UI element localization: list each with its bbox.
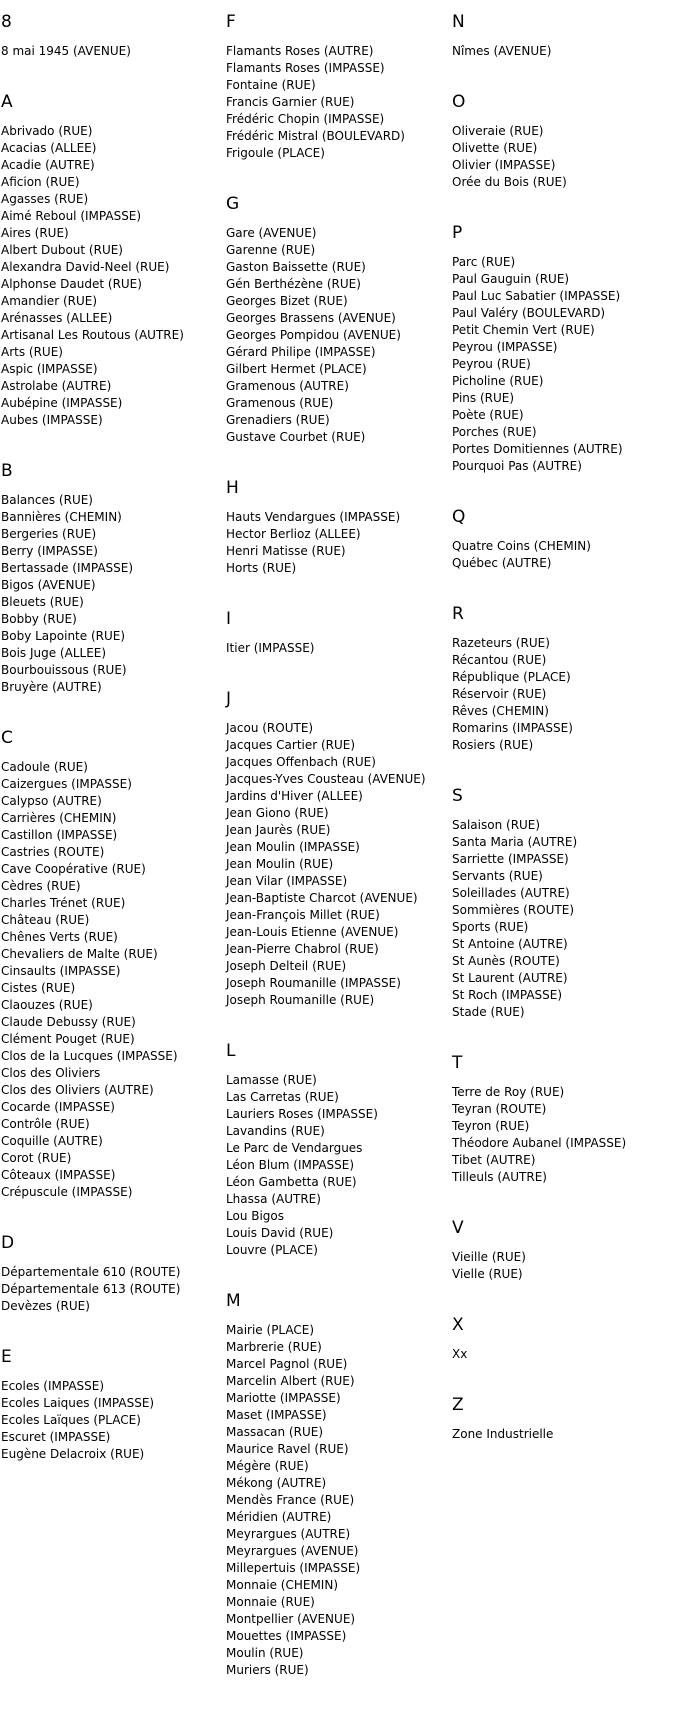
letter-section bbox=[226, 607, 450, 657]
street-entry: Château (RUE) bbox=[1, 913, 90, 927]
street-entry: Gaston Baissette (RUE) bbox=[226, 260, 366, 274]
street-entry: Jacou (ROUTE) bbox=[226, 721, 314, 735]
letter-heading: D bbox=[1, 1233, 15, 1253]
street-entry: Gén Berthézène (RUE) bbox=[226, 277, 361, 291]
street-entry: Jacques Cartier (RUE) bbox=[226, 738, 356, 752]
street-list bbox=[452, 1426, 675, 1443]
street-list bbox=[452, 254, 675, 475]
street-entry: Moulin (RUE) bbox=[226, 1646, 304, 1660]
street-entry: Arts (RUE) bbox=[1, 345, 63, 359]
street-entry: Terre de Roy (RUE) bbox=[452, 1085, 565, 1099]
street-entry: Las Carretas (RUE) bbox=[226, 1090, 339, 1104]
street-entry: Grenadiers (RUE) bbox=[226, 413, 330, 427]
street-entry: Gilbert Hermet (PLACE) bbox=[226, 362, 367, 376]
street-entry: Horts (RUE) bbox=[226, 561, 297, 575]
street-entry: Francis Garnier (RUE) bbox=[226, 95, 355, 109]
street-entry: Lou Bigos bbox=[226, 1209, 285, 1223]
letter-section bbox=[452, 90, 675, 191]
street-entry: Servants (RUE) bbox=[452, 869, 543, 883]
street-entry: Bourbouissous (RUE) bbox=[1, 663, 127, 677]
street-entry: St Laurent (AUTRE) bbox=[452, 971, 568, 985]
street-entry: Méridien (AUTRE) bbox=[226, 1510, 332, 1524]
street-entry: St Roch (IMPASSE) bbox=[452, 988, 563, 1002]
street-entry: Castries (ROUTE) bbox=[1, 845, 105, 859]
street-entry: Vieille (RUE) bbox=[452, 1250, 526, 1264]
street-entry: Cèdres (RUE) bbox=[1, 879, 81, 893]
letter-heading: Z bbox=[452, 1395, 464, 1415]
street-entry: Acadie (AUTRE) bbox=[1, 158, 95, 172]
street-list bbox=[226, 1072, 450, 1259]
letter-section bbox=[1, 726, 225, 1201]
street-entry: Teyran (ROUTE) bbox=[452, 1102, 547, 1116]
street-entry: Razeteurs (RUE) bbox=[452, 636, 550, 650]
street-entry: Parc (RUE) bbox=[452, 255, 516, 269]
street-entry: Rosiers (RUE) bbox=[452, 738, 534, 752]
street-entry: République (PLACE) bbox=[452, 670, 571, 684]
street-entry: Récantou (RUE) bbox=[452, 653, 547, 667]
street-list bbox=[1, 1378, 225, 1463]
street-entry: Gérard Philipe (IMPASSE) bbox=[226, 345, 376, 359]
letter-heading: V bbox=[452, 1218, 464, 1238]
street-entry: Cinsaults (IMPASSE) bbox=[1, 964, 121, 978]
street-entry: Agasses (RUE) bbox=[1, 192, 89, 206]
street-entry: Jean-Pierre Chabrol (RUE) bbox=[226, 942, 379, 956]
street-entry: Stade (RUE) bbox=[452, 1005, 525, 1019]
street-entry: Marbrerie (RUE) bbox=[226, 1340, 322, 1354]
letter-section bbox=[452, 221, 675, 475]
street-entry: Léon Gambetta (RUE) bbox=[226, 1175, 357, 1189]
street-entry: Itier (IMPASSE) bbox=[226, 641, 315, 655]
street-list bbox=[452, 123, 675, 191]
street-entry: Bertassade (IMPASSE) bbox=[1, 561, 134, 575]
letter-heading: Q bbox=[452, 507, 466, 527]
letter-heading: X bbox=[452, 1315, 464, 1335]
street-entry: Montpellier (AVENUE) bbox=[226, 1612, 356, 1626]
street-entry: Joseph Roumanille (IMPASSE) bbox=[226, 976, 401, 990]
street-entry: Peyrou (RUE) bbox=[452, 357, 531, 371]
letter-heading: S bbox=[452, 786, 463, 806]
street-entry: Astrolabe (AUTRE) bbox=[1, 379, 112, 393]
street-entry: St Aunès (ROUTE) bbox=[452, 954, 560, 968]
letter-heading: B bbox=[1, 461, 13, 481]
letter-heading: O bbox=[452, 92, 466, 112]
street-entry: Gramenous (RUE) bbox=[226, 396, 334, 410]
street-entry: Santa Maria (AUTRE) bbox=[452, 835, 578, 849]
street-entry: Pourquoi Pas (AUTRE) bbox=[452, 459, 582, 473]
street-entry: Louis David (RUE) bbox=[226, 1226, 334, 1240]
letter-heading: L bbox=[226, 1041, 236, 1061]
street-list bbox=[226, 509, 450, 577]
street-entry: Maurice Ravel (RUE) bbox=[226, 1442, 349, 1456]
street-entry: Orée du Bois (RUE) bbox=[452, 175, 567, 189]
street-entry: Cocarde (IMPASSE) bbox=[1, 1100, 115, 1114]
street-entry: Nîmes (AVENUE) bbox=[452, 44, 552, 58]
street-list bbox=[452, 1249, 675, 1283]
street-entry: Monnaie (RUE) bbox=[226, 1595, 315, 1609]
street-entry: Sarriette (IMPASSE) bbox=[452, 852, 569, 866]
street-list bbox=[1, 492, 225, 696]
street-entry: Castillon (IMPASSE) bbox=[1, 828, 118, 842]
street-entry: Gare (AVENUE) bbox=[226, 226, 317, 240]
letter-heading: J bbox=[226, 689, 232, 709]
street-entry: Amandier (RUE) bbox=[1, 294, 98, 308]
street-list bbox=[452, 635, 675, 754]
street-entry: Paul Luc Sabatier (IMPASSE) bbox=[452, 289, 621, 303]
letter-section bbox=[1, 90, 225, 429]
street-entry: Garenne (RUE) bbox=[226, 243, 316, 257]
street-list bbox=[226, 225, 450, 446]
street-entry: Acacias (ALLEE) bbox=[1, 141, 97, 155]
street-entry: Contrôle (RUE) bbox=[1, 1117, 90, 1131]
street-entry: Pins (RUE) bbox=[452, 391, 515, 405]
street-entry: Claude Debussy (RUE) bbox=[1, 1015, 136, 1029]
street-entry: Clément Pouget (RUE) bbox=[1, 1032, 135, 1046]
street-entry: Cadoule (RUE) bbox=[1, 760, 88, 774]
street-entry: Henri Matisse (RUE) bbox=[226, 544, 346, 558]
street-entry: Bruyère (AUTRE) bbox=[1, 680, 102, 694]
street-entry: Cistes (RUE) bbox=[1, 981, 76, 995]
index-column bbox=[450, 10, 675, 1473]
street-list bbox=[452, 43, 675, 60]
letter-heading: T bbox=[452, 1053, 463, 1073]
street-entry: Frigoule (PLACE) bbox=[226, 146, 325, 160]
street-entry: Crépuscule (IMPASSE) bbox=[1, 1185, 133, 1199]
street-entry: Mouettes (IMPASSE) bbox=[226, 1629, 347, 1643]
street-entry: Sommières (ROUTE) bbox=[452, 903, 575, 917]
street-entry: Berry (IMPASSE) bbox=[1, 544, 98, 558]
street-entry: Lauriers Roses (IMPASSE) bbox=[226, 1107, 378, 1121]
street-entry: Muriers (RUE) bbox=[226, 1663, 309, 1677]
letter-heading: E bbox=[1, 1347, 12, 1367]
letter-section bbox=[452, 1051, 675, 1186]
street-entry: Frédéric Mistral (BOULEVARD) bbox=[226, 129, 405, 143]
street-entry: Artisanal Les Routous (AUTRE) bbox=[1, 328, 184, 342]
street-entry: Jean-Baptiste Charcot (AVENUE) bbox=[226, 891, 418, 905]
letter-section bbox=[452, 505, 675, 572]
street-list bbox=[452, 538, 675, 572]
street-entry: Charles Trénet (RUE) bbox=[1, 896, 126, 910]
street-list bbox=[226, 1322, 450, 1679]
street-entry: Claouzes (RUE) bbox=[1, 998, 93, 1012]
street-entry: Albert Dubout (RUE) bbox=[1, 243, 123, 257]
street-entry: Jean Moulin (IMPASSE) bbox=[226, 840, 360, 854]
street-entry: Réservoir (RUE) bbox=[452, 687, 547, 701]
street-entry: Zone Industrielle bbox=[452, 1427, 554, 1441]
street-entry: Mariotte (IMPASSE) bbox=[226, 1391, 341, 1405]
street-list bbox=[1, 123, 225, 429]
street-entry: Gustave Courbet (RUE) bbox=[226, 430, 366, 444]
street-entry: Calypso (AUTRE) bbox=[1, 794, 102, 808]
street-entry: Québec (AUTRE) bbox=[452, 556, 552, 570]
street-entry: Jean Giono (RUE) bbox=[226, 806, 329, 820]
street-entry: Flamants Roses (AUTRE) bbox=[226, 44, 374, 58]
street-entry: Le Parc de Vendargues bbox=[226, 1141, 363, 1155]
street-list bbox=[226, 720, 450, 1009]
street-entry: Joseph Roumanille (RUE) bbox=[226, 993, 375, 1007]
street-entry: Georges Brassens (AVENUE) bbox=[226, 311, 396, 325]
street-entry: Aimé Reboul (IMPASSE) bbox=[1, 209, 142, 223]
letter-heading: H bbox=[226, 478, 239, 498]
street-entry: Lamasse (RUE) bbox=[226, 1073, 317, 1087]
street-entry: Boby Lapointe (RUE) bbox=[1, 629, 126, 643]
street-entry: Jean-François Millet (RUE) bbox=[226, 908, 380, 922]
letter-heading: I bbox=[226, 609, 232, 629]
letter-section bbox=[452, 784, 675, 1021]
street-entry: Théodore Aubanel (IMPASSE) bbox=[452, 1136, 627, 1150]
street-entry: Caizergues (IMPASSE) bbox=[1, 777, 132, 791]
street-entry: Ecoles Laïques (PLACE) bbox=[1, 1413, 141, 1427]
street-entry: Ecoles (IMPASSE) bbox=[1, 1379, 105, 1393]
street-entry: Bannières (CHEMIN) bbox=[1, 510, 122, 524]
letter-section bbox=[452, 602, 675, 754]
street-entry: Picholine (RUE) bbox=[452, 374, 544, 388]
street-entry: Jardins d'Hiver (ALLEE) bbox=[226, 789, 363, 803]
street-entry: Abrivado (RUE) bbox=[1, 124, 93, 138]
street-entry: Mékong (AUTRE) bbox=[226, 1476, 327, 1490]
street-entry: Chênes Verts (RUE) bbox=[1, 930, 118, 944]
street-entry: Devèzes (RUE) bbox=[1, 1299, 90, 1313]
street-entry: Alphonse Daudet (RUE) bbox=[1, 277, 142, 291]
street-entry: Peyrou (IMPASSE) bbox=[452, 340, 558, 354]
street-entry: Sports (RUE) bbox=[452, 920, 529, 934]
letter-section bbox=[1, 10, 225, 60]
street-entry: Bergeries (RUE) bbox=[1, 527, 97, 541]
street-entry: Eugène Delacroix (RUE) bbox=[1, 1447, 145, 1461]
street-entry: Paul Gauguin (RUE) bbox=[452, 272, 570, 286]
street-entry: 8 mai 1945 (AVENUE) bbox=[1, 44, 131, 58]
street-entry: Départementale 613 (ROUTE) bbox=[1, 1282, 181, 1296]
street-entry: Cave Coopérative (RUE) bbox=[1, 862, 146, 876]
street-entry: Soleillades (AUTRE) bbox=[452, 886, 570, 900]
street-entry: Rêves (CHEMIN) bbox=[452, 704, 549, 718]
street-entry: Chevaliers de Malte (RUE) bbox=[1, 947, 158, 961]
street-entry: Clos des Oliviers bbox=[1, 1066, 101, 1080]
street-entry: Frédéric Chopin (IMPASSE) bbox=[226, 112, 385, 126]
street-entry: Jacques Offenbach (RUE) bbox=[226, 755, 376, 769]
letter-section bbox=[452, 10, 675, 60]
street-entry: Lavandins (RUE) bbox=[226, 1124, 325, 1138]
street-entry: Aubes (IMPASSE) bbox=[1, 413, 103, 427]
letter-heading: N bbox=[452, 12, 465, 32]
letter-heading: P bbox=[452, 223, 463, 243]
street-entry: Marcel Pagnol (RUE) bbox=[226, 1357, 348, 1371]
street-entry: Olivier (IMPASSE) bbox=[452, 158, 556, 172]
street-entry: Côteaux (IMPASSE) bbox=[1, 1168, 116, 1182]
street-entry: Arénasses (ALLEE) bbox=[1, 311, 113, 325]
street-entry: Massacan (RUE) bbox=[226, 1425, 324, 1439]
street-entry: Ecoles Laiques (IMPASSE) bbox=[1, 1396, 155, 1410]
letter-heading: C bbox=[1, 728, 13, 748]
street-entry: Georges Bizet (RUE) bbox=[226, 294, 348, 308]
index-column bbox=[225, 10, 450, 1709]
letter-section bbox=[226, 1039, 450, 1259]
letter-section bbox=[452, 1393, 675, 1443]
street-entry: Salaison (RUE) bbox=[452, 818, 541, 832]
street-entry: Balances (RUE) bbox=[1, 493, 93, 507]
street-entry: Petit Chemin Vert (RUE) bbox=[452, 323, 595, 337]
street-entry: Bigos (AVENUE) bbox=[1, 578, 96, 592]
street-entry: Jean Jaurès (RUE) bbox=[226, 823, 331, 837]
street-entry: Vielle (RUE) bbox=[452, 1267, 523, 1281]
street-entry: Aubépine (IMPASSE) bbox=[1, 396, 123, 410]
street-entry: Jacques-Yves Cousteau (AVENUE) bbox=[226, 772, 426, 786]
street-entry: Poète (RUE) bbox=[452, 408, 524, 422]
street-entry: Mégère (RUE) bbox=[226, 1459, 309, 1473]
street-entry: Aspic (IMPASSE) bbox=[1, 362, 98, 376]
letter-section bbox=[226, 687, 450, 1009]
letter-heading: 8 bbox=[1, 12, 12, 32]
street-entry: Départementale 610 (ROUTE) bbox=[1, 1265, 181, 1279]
street-list bbox=[226, 640, 450, 657]
street-entry: Xx bbox=[452, 1347, 468, 1361]
street-entry: Coquille (AUTRE) bbox=[1, 1134, 103, 1148]
letter-heading: A bbox=[1, 92, 13, 112]
street-entry: Aires (RUE) bbox=[1, 226, 69, 240]
street-list bbox=[452, 1346, 675, 1363]
letter-heading: R bbox=[452, 604, 464, 624]
street-entry: Bobby (RUE) bbox=[1, 612, 77, 626]
street-entry: Mendès France (RUE) bbox=[226, 1493, 355, 1507]
index-column bbox=[0, 10, 225, 1493]
street-entry: Paul Valéry (BOULEVARD) bbox=[452, 306, 606, 320]
letter-heading: G bbox=[226, 194, 240, 214]
letter-section bbox=[226, 1289, 450, 1679]
street-entry: Hauts Vendargues (IMPASSE) bbox=[226, 510, 401, 524]
street-list bbox=[1, 1264, 225, 1315]
street-entry: Meyrargues (AVENUE) bbox=[226, 1544, 359, 1558]
street-entry: Portes Domitiennes (AUTRE) bbox=[452, 442, 623, 456]
street-entry: Bois Juge (ALLEE) bbox=[1, 646, 107, 660]
letter-heading: M bbox=[226, 1291, 241, 1311]
street-list bbox=[1, 43, 225, 60]
street-entry: St Antoine (AUTRE) bbox=[452, 937, 568, 951]
street-entry: Bleuets (RUE) bbox=[1, 595, 84, 609]
street-entry: Mairie (PLACE) bbox=[226, 1323, 315, 1337]
street-entry: Jean Vilar (IMPASSE) bbox=[226, 874, 348, 888]
street-entry: Léon Blum (IMPASSE) bbox=[226, 1158, 355, 1172]
letter-section bbox=[226, 10, 450, 162]
street-entry: Monnaie (CHEMIN) bbox=[226, 1578, 339, 1592]
street-entry: Joseph Delteil (RUE) bbox=[226, 959, 347, 973]
street-list bbox=[452, 1084, 675, 1186]
letter-section bbox=[226, 192, 450, 446]
street-entry: Escuret (IMPASSE) bbox=[1, 1430, 111, 1444]
street-entry: Corot (RUE) bbox=[1, 1151, 72, 1165]
street-entry: Fontaine (RUE) bbox=[226, 78, 316, 92]
street-entry: Tilleuls (AUTRE) bbox=[452, 1170, 547, 1184]
street-entry: Gramenous (AUTRE) bbox=[226, 379, 349, 393]
street-entry: Porches (RUE) bbox=[452, 425, 537, 439]
street-entry: Quatre Coins (CHEMIN) bbox=[452, 539, 591, 553]
street-list bbox=[226, 43, 450, 162]
street-entry: Meyrargues (AUTRE) bbox=[226, 1527, 351, 1541]
street-list bbox=[1, 759, 225, 1201]
letter-section bbox=[226, 476, 450, 577]
street-entry: Aficion (RUE) bbox=[1, 175, 80, 189]
street-entry: Maset (IMPASSE) bbox=[226, 1408, 327, 1422]
letter-section bbox=[1, 459, 225, 696]
street-entry: Flamants Roses (IMPASSE) bbox=[226, 61, 385, 75]
street-entry: Georges Pompidou (AVENUE) bbox=[226, 328, 401, 342]
letter-section bbox=[1, 1345, 225, 1463]
street-entry: Alexandra David-Neel (RUE) bbox=[1, 260, 170, 274]
street-entry: Lhassa (AUTRE) bbox=[226, 1192, 321, 1206]
street-entry: Louvre (PLACE) bbox=[226, 1243, 318, 1257]
letter-heading: F bbox=[226, 12, 236, 32]
street-entry: Clos de la Lucques (IMPASSE) bbox=[1, 1049, 178, 1063]
street-entry: Carrières (CHEMIN) bbox=[1, 811, 117, 825]
street-entry: Tibet (AUTRE) bbox=[452, 1153, 536, 1167]
street-entry: Marcelin Albert (RUE) bbox=[226, 1374, 355, 1388]
street-entry: Oliveraie (RUE) bbox=[452, 124, 544, 138]
street-list bbox=[452, 817, 675, 1021]
street-entry: Jean Moulin (RUE) bbox=[226, 857, 334, 871]
street-entry: Jean-Louis Etienne (AVENUE) bbox=[226, 925, 399, 939]
letter-section bbox=[452, 1313, 675, 1363]
street-entry: Millepertuis (IMPASSE) bbox=[226, 1561, 361, 1575]
street-entry: Clos des Oliviers (AUTRE) bbox=[1, 1083, 154, 1097]
letter-section bbox=[1, 1231, 225, 1315]
letter-section bbox=[452, 1216, 675, 1283]
street-entry: Romarins (IMPASSE) bbox=[452, 721, 573, 735]
street-entry: Hector Berlioz (ALLEE) bbox=[226, 527, 361, 541]
street-entry: Teyron (RUE) bbox=[452, 1119, 530, 1133]
street-entry: Olivette (RUE) bbox=[452, 141, 538, 155]
